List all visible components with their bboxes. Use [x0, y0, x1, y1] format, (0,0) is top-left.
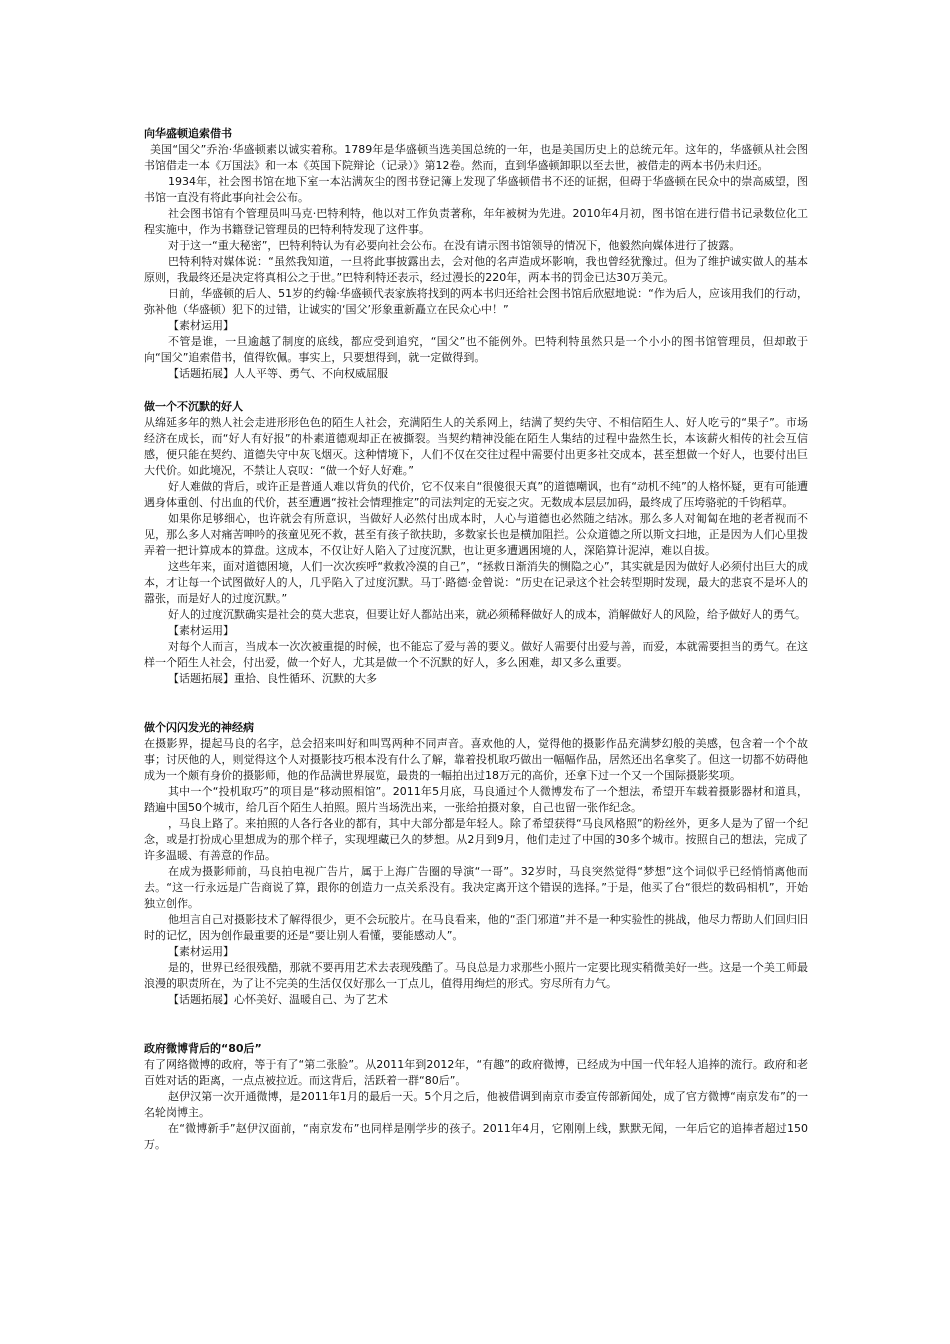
paragraph: 其中一个“投机取巧”的项目是“移动照相馆”。2011年5月底，马良通过个人微博发布了一个想法，希望开车载着摄影器材和道具，踏遍中国50个城市，给几百个陌生人拍照。照片当场洗出来，一张给拍摄对象，自己也留一张作纪念。	[144, 785, 808, 814]
material-usage-text: 是的，世界已经很残酷，那就不要再用艺术去表现残酷了。马良总是力求那些小照片一定要比现实稍微美好一些。这是一个美工师最浪漫的职责所在，为了让不完美的生活仅仅好那么一丁点儿，值得用绚烂的形式。穷尽所有力气。	[144, 961, 808, 990]
article-title: 做一个不沉默的好人	[144, 400, 243, 413]
paragraph: 对于这一“重大秘密”，巴特利特认为有必要向社会公布。在没有请示图书馆领导的情况下，他毅然向媒体进行了披露。	[168, 239, 741, 252]
paragraph: 他坦言自己对摄影技术了解得很少，更不会玩胶片。在马良看来，他的“歪门邪道”并不是一种实验性的挑战，他尽力帮助人们回归旧时的记忆，因为创作最重要的还是“要让别人看懂，要能感动人”。	[144, 913, 808, 942]
topic-extension: 【话题拓展】人人平等、勇气、不向权威屈服	[168, 367, 388, 380]
article-title: 向华盛顿追索借书	[144, 127, 232, 140]
paragraph: 这些年来，面对道德困境，人们一次次疾呼“救救冷漠的自己”，“拯救日渐消失的恻隐之心”，其实就是因为做好人必须付出巨大的成本，才让每一个试图做好人的人，几乎陷入了过度沉默。马丁·路德·金曾说：“历史在记录这个社会转型期时发现，最大的悲哀不是坏人的嚣张，而是好人的过度沉默。”	[144, 560, 808, 605]
paragraph: 在成为摄影师前，马良拍电视广告片，属于上海广告圈的导演“一哥”。32岁时，马良突然觉得“梦想”这个词似乎已经悄悄离他而去。“这一行永远是广告商说了算，跟你的创造力一点关系没有。我决定离开这个错误的选择。”于是，他买了台“很烂的数码相机”，开始独立创作。	[144, 865, 808, 910]
material-usage-text: 不管是谁，一旦逾越了制度的底线，都应受到追究，“国父”也不能例外。巴特利特虽然只是一个小小的图书馆管理员，但却敢于向“国父”追索借书，值得钦佩。事实上，只要想得到，就一定做得到。	[144, 335, 808, 364]
paragraph: 在摄影界，提起马良的名字，总会招来叫好和叫骂两种不同声音。喜欢他的人，觉得他的摄影作品充满梦幻般的美感，包含着一个个故事；讨厌他的人，则觉得这个人对摄影技巧根本没有什么了解，靠着投机取巧做出一幅幅作品，居然还出名拿奖了。但这一切都不妨碍他成为一个颇有身价的摄影师，他的作品满世界展览，最贵的一幅拍出过18万元的高价，还拿下过一个又一个国际摄影奖项。	[144, 737, 808, 782]
paragraph: ，马良上路了。来拍照的人各行各业的都有，其中大部分都是年轻人。除了希望获得“马良风格照”的粉丝外，更多人是为了留一个纪念，或是打扮成心里想成为的那个样子，实现埋藏已久的梦想。从2月到9月，他们走过了中国的30多个城市。按照自己的想法，完成了许多温暖、有善意的作品。	[144, 817, 808, 862]
section-spacer	[144, 687, 808, 720]
article-maliang	[144, 720, 808, 1008]
paragraph: 巴特利特对媒体说：“虽然我知道，一旦将此事披露出去，会对他的名声造成坏影响，我也曾经犹豫过。但为了维护诚实做人的基本原则，我最终还是决定将真相公之于世。”巴特利特还表示，经过漫长的220年，两本书的罚金已达30万美元。	[144, 255, 808, 284]
article-title: 政府微博背后的“80后”	[144, 1042, 262, 1055]
section-spacer	[144, 1008, 808, 1041]
paragraph: 从绵延多年的熟人社会走进形形色色的陌生人社会，充满陌生人的关系网上，结满了契约失守、不相信陌生人、好人吃亏的“果子”。市场经济在成长，而“好人有好报”的朴素道德观却正在被撕裂。当契约精神没能在陌生人集结的过程中盎然生长，本该薪火相传的社会互信感，便只能在契约、道德失守中灰飞烟灭。这种情境下，人们不仅在交往过程中需要付出更多社交成本，甚至想做一个好人，也要付出巨大代价。如此境况，不禁让人哀叹：“做一个好人好难。”	[144, 416, 808, 477]
paragraph: 赵伊汉第一次开通微博，是2011年1月的最后一天。5个月之后，他被借调到南京市委宣传部新闻处，成了官方微博“南京发布”的一名轮岗博主。	[144, 1090, 808, 1119]
document-page	[144, 126, 808, 1153]
paragraph: 好人难做的背后，或许正是普通人难以背负的代价，它不仅来自“很傻很天真”的道德嘲讽，也有“动机不纯”的人格怀疑，更有可能遭遇身体重创、付出血的代价，甚至遭遇“按社会情理推定”的司法判定的无妄之灾。无数成本层层加码，最终成了压垮骆驼的千钧稻草。	[144, 480, 808, 509]
material-usage-label: 【素材运用】	[168, 319, 234, 332]
material-usage-label: 【素材运用】	[168, 624, 234, 637]
material-usage-label: 【素材运用】	[168, 945, 234, 958]
material-usage-text: 对每个人而言，当成本一次次被重提的时候，也不能忘了爱与善的要义。做好人需要付出爱与善，而爱，本就需要担当的勇气。在这样一个陌生人社会，付出爱，做一个好人，尤其是做一个不沉默的好人，多么困难，却又多么重要。	[144, 640, 808, 669]
paragraph: 在“微博新手”赵伊汉面前，“南京发布”也同样是刚学步的孩子。2011年4月，它刚刚上线，默默无闻，一年后它的追捧者超过150万。	[144, 1122, 808, 1151]
paragraph: 有了网络微博的政府，等于有了“第二张脸”。从2011年到2012年，“有趣”的政府微博，已经成为中国一代年轻人追捧的流行。政府和老百姓对话的距离，一点点被拉近。而这背后，活跃着一群“80后”。	[144, 1058, 808, 1087]
paragraph: 社会图书馆有个管理员叫马克·巴特利特，他以对工作负责著称，年年被树为先进。2010年4月初，图书馆在进行借书记录数位化工程实施中，作为书籍登记管理员的巴特利特发现了这件事。	[144, 207, 808, 236]
article-good-person	[144, 399, 808, 687]
topic-extension: 【话题拓展】重拾、良性循环、沉默的大多	[168, 672, 377, 685]
section-spacer	[144, 382, 808, 399]
topic-extension: 【话题拓展】心怀美好、温暖自己、为了艺术	[168, 993, 388, 1006]
paragraph: 日前，华盛顿的后人、51岁的约翰·华盛顿代表家族将找到的两本书归还给社会图书馆后欣慰地说：“作为后人，应该用我们的行动，弥补他（华盛顿）犯下的过错，让诚实的‘国父’形象重新矗立在民众心中！”	[144, 287, 808, 316]
paragraph: 1934年，社会图书馆在地下室一本沾满灰尘的图书登记簿上发现了华盛顿借书不还的证据，但碍于华盛顿在民众中的崇高威望，图书馆一直没有将此事向社会公布。	[144, 175, 808, 204]
article-washington	[144, 126, 808, 382]
paragraph: 好人的过度沉默确实是社会的莫大悲哀，但要让好人都站出来，就必须稀释做好人的成本，消解做好人的风险，给予做好人的勇气。	[168, 608, 806, 621]
article-title: 做个闪闪发光的神经病	[144, 721, 254, 734]
paragraph: 美国“国父”乔治·华盛顿素以诚实着称。1789年是华盛顿当选美国总统的一年，也是美国历史上的总统元年。这年的，华盛顿从社会图书馆借走一本《万国法》和一本《英国下院辩论（记录）》第12卷。然而，直到华盛顿卸职以至去世，被借走的两本书仍未归还。	[144, 143, 808, 172]
paragraph: 如果你足够细心，也许就会有所意识，当做好人必然付出成本时，人心与道德也必然随之结冰。那么多人对匍匐在地的老者视而不见，那么多人对痛苦呻吟的孩童见死不救，甚至有孩子欲扶助，多数家长也是横加阻拦。公众道德之所以斯文扫地，正是因为人们心里拨弄着一把计算成本的算盘。这成本，不仅让好人陷入了过度沉默，也让更多遭遇困境的人，深陷算计泥淖，难以自拔。	[144, 512, 808, 557]
article-government-weibo	[144, 1041, 808, 1153]
